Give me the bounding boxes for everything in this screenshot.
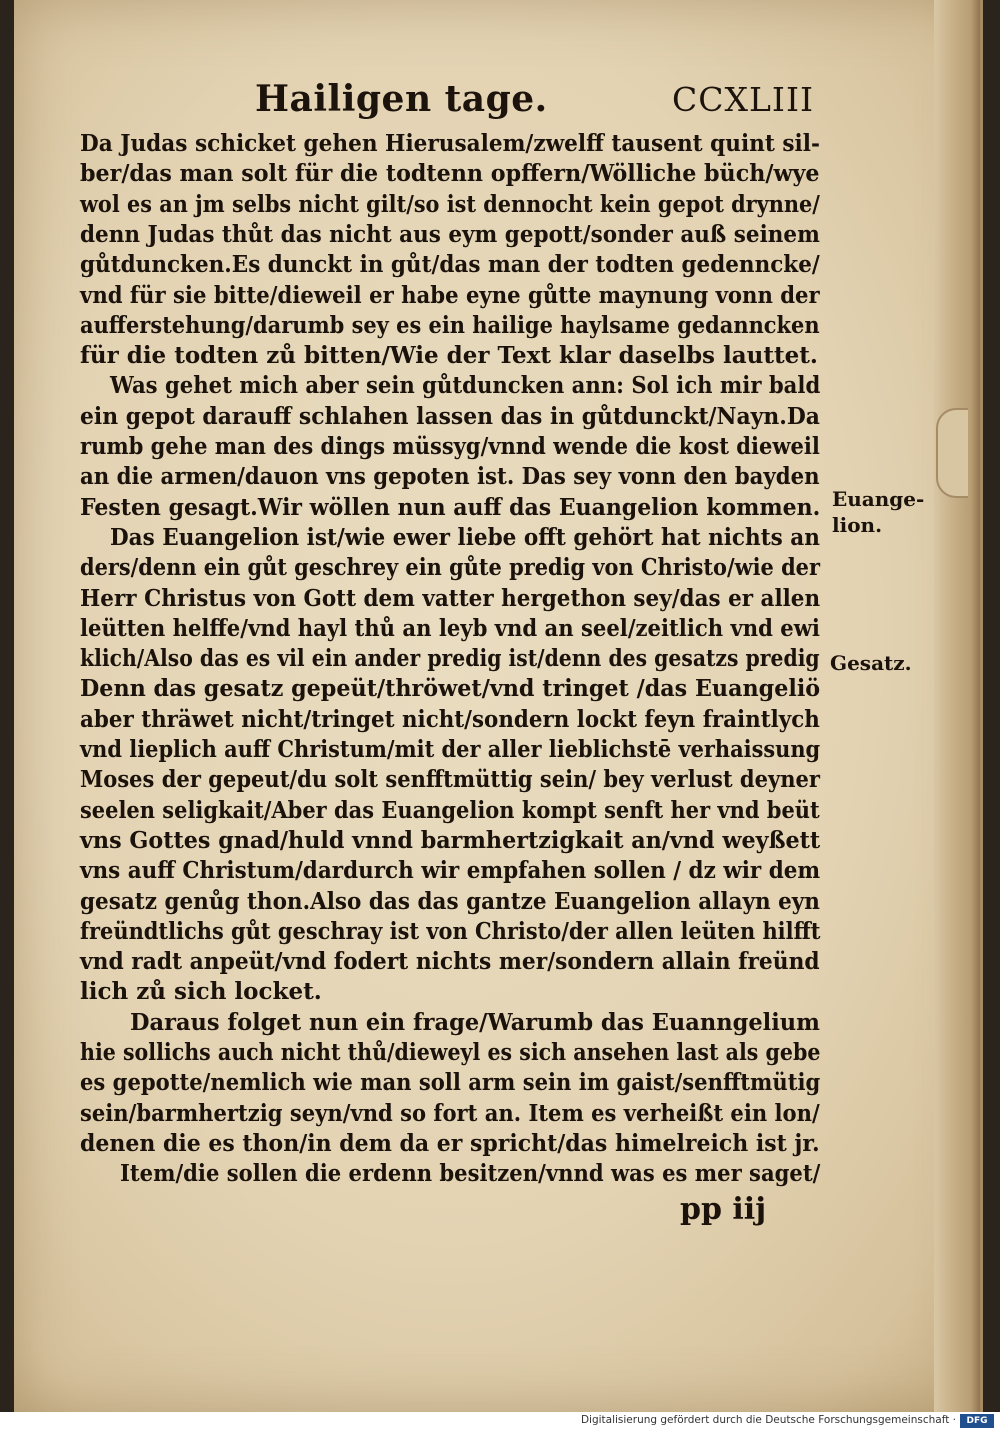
text-line: Das Euangelion ist/wie ewer liebe offt gehört hat nichts an — [110, 523, 820, 551]
text-line: gesatz genůg thon.Also das das gantze Euangelion allayn eyn — [80, 887, 820, 915]
margin-note-line: Euange- — [832, 487, 925, 511]
text-line: klich/Also das es vil ein ander predig ist/denn des gesatzs predig — [80, 645, 820, 673]
text-line: an die armen/dauon vns gepoten ist. Das sey vonn den bayden — [80, 463, 820, 491]
signature-mark: pp iij — [680, 1192, 767, 1227]
text-line: rumb gehe man des dings müssyg/vnnd wende die kost dieweil — [80, 433, 820, 460]
running-header — [0, 78, 1000, 128]
margin-note-line: lion. — [832, 513, 883, 537]
margin-note-evangelion — [832, 486, 924, 538]
text-line: hie sollichs auch nicht thů/dieweyl es sich ansehen last als gebe — [80, 1039, 821, 1066]
text-line: freündtlichs gůt geschray ist von Christo/der allen leüten hilfft — [80, 917, 821, 945]
page-tab — [936, 408, 968, 498]
text-line: Herr Christus von Gott dem vatter hergethon sey/das er allen — [80, 584, 821, 612]
text-line: es gepotte/nemlich wie man soll arm sein im gaist/senfftmütig — [80, 1069, 821, 1097]
text-line: aufferstehung/darumb sey es ein hailige haylsame gedanncken — [80, 311, 820, 339]
text-line: für die todten zů bitten/Wie der Text klar daselbs lauttet. — [80, 342, 818, 370]
text-line: Daraus folget nun ein frage/Warumb das Euanngelium — [130, 1008, 820, 1036]
text-line: sein/barmhertzig seyn/vnd so fort an. Item es verheißt ein lon/ — [80, 1099, 820, 1127]
text-line: leütten helffe/vnd hayl thů an leyb vnd an seel/zeitlich vnd ewi — [80, 614, 820, 642]
text-line: ders/denn ein gůt geschrey ein gůte predig von Christo/wie der — [80, 554, 820, 582]
running-title: Hailigen tage. — [255, 78, 548, 120]
text-line: gůtduncken.Es dunckt in gůt/das man der todten gedenncke/ — [80, 251, 820, 279]
text-line: lich zů sich locket. — [80, 978, 322, 1006]
folio-number: CCXLIII — [672, 80, 815, 119]
text-line: wol es an jm selbs nicht gilt/so ist dennocht kein gepot drynne/ — [80, 190, 820, 218]
text-line: vns auff Christum/dardurch wir empfahen sollen / dz wir dem — [80, 857, 821, 885]
text-line: Da Judas schicket gehen Hierusalem/zwelff tausent quint sil- — [80, 130, 820, 157]
text-line: Item/die sollen die erdenn besitzen/vnnd was es mer saget/ — [120, 1160, 821, 1188]
text-line: vnd lieplich auff Christum/mit der aller lieblichstē verhaissung — [80, 736, 821, 763]
text-line: Festen gesagt.Wir wöllen nun auff das Euangelion kommen. — [80, 493, 821, 521]
text-line: denen die es thon/in dem da er spricht/das himelreich ist jr. — [80, 1129, 820, 1157]
text-line: ein gepot darauff schlahen lassen das in gůtdunckt/Nayn.Da — [80, 402, 820, 430]
text-line: seelen seligkait/Aber das Euangelion kompt senft her vnd beüt — [80, 796, 820, 824]
text-line: vns Gottes gnad/huld vnnd barmhertzigkait an/vnd weyßett — [80, 826, 821, 854]
dfg-logo: DFG — [960, 1414, 994, 1428]
margin-note-gesatz: Gesatz. — [830, 651, 912, 675]
page-edge — [934, 0, 980, 1412]
footer — [0, 1412, 1000, 1431]
text-line: denn Judas thůt das nicht aus eym gepott/sonder auß seinem — [80, 220, 820, 248]
text-line: vnd für sie bitte/dieweil er habe eyne gůtte maynung vonn der — [80, 281, 820, 309]
text-line: Denn das gesatz gepeüt/thröwet/vnd tringet /das Euangeliö — [80, 675, 821, 703]
text-line: vnd radt anpeüt/vnd fodert nichts mer/sondern allain freünd — [80, 948, 820, 976]
text-line: Moses der gepeut/du solt senfftmüttig sein/ bey verlust deyner — [80, 766, 821, 794]
footer-credit: Digitalisierung gefördert durch die Deutsche Forschungsgemeinschaft · — [580, 1414, 956, 1426]
text-line: Was gehet mich aber sein gůtduncken ann: Sol ich mir bald — [110, 372, 821, 400]
text-line: aber thräwet nicht/tringet nicht/sondern lockt feyn fraintlych — [80, 705, 820, 733]
text-line: ber/das man solt für die todtenn opffern/Wölliche büch/wye — [80, 160, 820, 188]
